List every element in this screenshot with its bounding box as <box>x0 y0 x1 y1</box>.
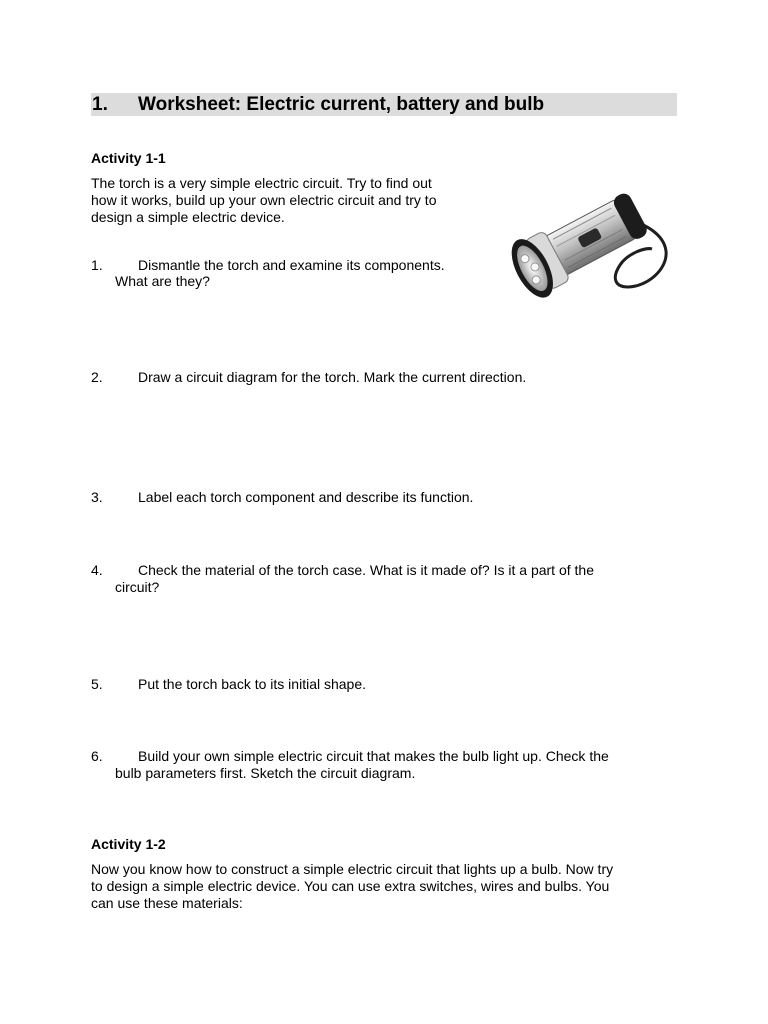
question-number: 3. <box>91 489 103 505</box>
activity-1-2-intro <box>91 861 613 912</box>
question-text: Put the torch back to its initial shape. <box>138 676 367 692</box>
question-text: Draw a circuit diagram for the torch. Mark the current direction. <box>138 369 527 385</box>
page-title: Worksheet: Electric current, battery and bulb <box>138 94 545 115</box>
intro-line: to design a simple electric device. You can use extra switches, wires and bulbs. You <box>91 878 610 894</box>
question-text: Label each torch component and describe its function. <box>138 489 474 505</box>
question-number: 2. <box>91 369 103 385</box>
question-continuation: circuit? <box>115 579 160 595</box>
question-text: Build your own simple electric circuit that makes the bulb light up. Check the <box>138 748 609 764</box>
question-continuation: bulb parameters first. Sketch the circuit diagram. <box>115 765 416 781</box>
question-text: Check the material of the torch case. What is it made of? Is it a part of the <box>138 562 594 578</box>
question-number: 1. <box>91 257 103 273</box>
question-continuation: What are they? <box>115 273 210 289</box>
intro-line: Now you know how to construct a simple electric circuit that lights up a bulb. Now try <box>91 861 614 877</box>
question-text: Dismantle the torch and examine its components. <box>138 257 445 273</box>
intro-line: The torch is a very simple electric circuit. Try to find out <box>91 175 432 191</box>
question-number: 6. <box>91 748 103 764</box>
intro-line: design a simple electric device. <box>91 209 285 225</box>
activity-1-1-heading: Activity 1-1 <box>91 150 166 166</box>
intro-line: how it works, build up your own electric circuit and try to <box>91 192 437 208</box>
section-number: 1. <box>92 94 108 115</box>
question-number: 5. <box>91 676 103 692</box>
question-number: 4. <box>91 562 103 578</box>
activity-1-1-intro <box>91 175 436 226</box>
intro-line: can use these materials: <box>91 895 243 911</box>
activity-1-2-heading: Activity 1-2 <box>91 836 166 852</box>
flashlight-icon <box>496 175 672 309</box>
